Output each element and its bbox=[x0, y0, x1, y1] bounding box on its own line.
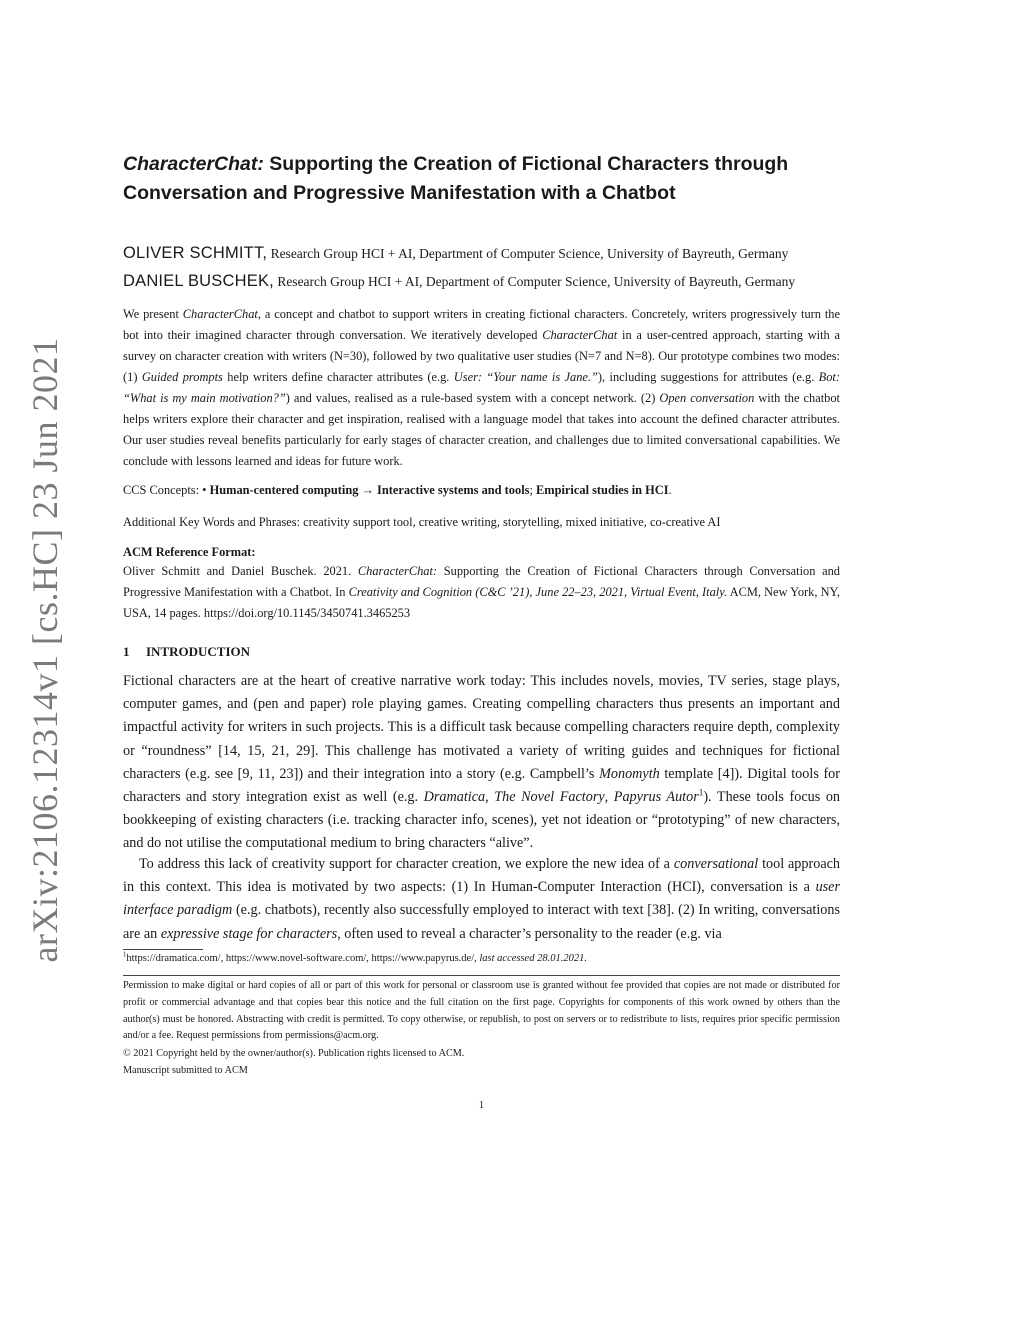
footnote-1: $^1$https://dramatica.com/, https://www.novel-software.com/, https://www.papyrus.de/, last accessed 28.01.2021. bbox=[123, 951, 587, 964]
author-1-name: OLIVER SCHMITT, bbox=[123, 244, 268, 262]
title-line2: Conversation and Progressive Manifestation with a Chatbot bbox=[123, 182, 676, 204]
title-line1: Supporting the Creation of Fictional Characters through bbox=[263, 153, 789, 175]
ccs-concepts: CCS Concepts: • Human-centered computing → Interactive systems and tools; Empirical studies in HCI. bbox=[123, 483, 672, 497]
acm-reference-body: Oliver Schmitt and Daniel Buschek. 2021. CharacterChat: Supporting the Creation of Fictional Characters through Conversation and Progressive Manifestation with a Chatbot. In Creativity and Cognition (C&C ’21), June 22–23, 2021, Virtual Event, Italy. ACM, New York, NY, USA, 14 pages. https://doi.org/10.1145/3450741.3465253 bbox=[123, 564, 840, 620]
paper-title bbox=[123, 150, 840, 208]
copyright-notice: © 2021 Copyright held by the owner/author(s). Publication rights licensed to ACM. bbox=[123, 1048, 465, 1059]
manuscript-note: Manuscript submitted to ACM bbox=[123, 1065, 248, 1076]
author-2-affiliation: Research Group HCI + AI, Department of Computer Science, University of Bayreuth, Germany bbox=[273, 274, 796, 289]
permission-divider bbox=[123, 975, 840, 976]
permission-notice: Permission to make digital or hard copies of all or part of this work for personal or classroom use is granted without fee provided that copies are not made or distributed for profit or commercial advantage and that copies bear this notice and the full citation on the first page. Copyrights for components of this work owned by others than the author(s) must be honored. Abstracting with credit is permitted. To copy otherwise, or republish, to post on servers or to redistribute to lists, requires prior specific permission and/or a fee. Request permissions from permissions@acm.org. bbox=[123, 980, 840, 1042]
author-2 bbox=[123, 271, 863, 292]
keywords: Additional Key Words and Phrases: creativity support tool, creative writing, storytelling, mixed initiative, co-creative AI bbox=[123, 515, 721, 529]
arxiv-identifier bbox=[25, 337, 65, 963]
author-1-affiliation: Research Group HCI + AI, Department of Computer Science, University of Bayreuth, Germany bbox=[267, 246, 789, 261]
author-1 bbox=[123, 243, 863, 264]
author-2-name: DANIEL BUSCHEK, bbox=[123, 272, 274, 290]
section-title: INTRODUCTION bbox=[146, 644, 251, 659]
page-number: 1 bbox=[478, 1100, 485, 1111]
arxiv-identifier-text: arXiv:2106.12314v1 [cs.HC] 23 Jun 2021 bbox=[25, 337, 65, 963]
acm-reference-heading: ACM Reference Format: bbox=[123, 545, 256, 559]
footnote-divider bbox=[123, 949, 203, 950]
abstract: We present CharacterChat, a concept and chatbot to support writers in creating fictional characters. Concretely, writers progressively turn the bot into their imagined character through conversation. We iteratively developed CharacterChat in a user-centred approach, starting with a survey on character creation with writers (N=30), followed by two qualitative user studies (N=7 and N=8). Our prototype combines two modes: (1) Guided prompts help writers define character attributes (e.g. User: “Your name is Jane.”), including suggestions for attributes (e.g. Bot: “What is my main motivation?”) and values, realised as a rule-based system with a concept network. (2) Open conversation with the chatbot helps writers explore their character and get inspiration, realised with a language model that takes into account the defined character attributes. Our user studies reveal benefits particularly for early stages of character creation, and challenges due to limited conversational capabilities. We conclude with lessons learned and ideas for future work. bbox=[123, 307, 841, 468]
title-system-name: CharacterChat: bbox=[123, 153, 264, 175]
section-heading-introduction bbox=[123, 642, 250, 662]
intro-paragraph-1: Fictional characters are at the heart of creative narrative work today: This includes novels, movies, TV series, stage plays, computer games, and (pen and paper) role playing games. Creating compelling characters thus presents an important and impactful activity for writers in such projects. This is a difficult task because compelling characters require depth, complexity or “roundness” [14, 15, 21, 29]. This challenge has motivated a variety of writing guides and techniques for fictional characters (e.g. see [9, 11, 23]) and their integration into a story (e.g. Campbell’s Monomyth template [4]). Digital tools for characters and story integration exist as well (e.g. Dramatica, The Novel Factory, Papyrus Autor$^1$). These tools focus on bookkeeping of existing characters (i.e. tracking character info, scenes), yet not ideation or “prototyping” of new characters, and do not utilise the computational medium to bring characters “alive”. bbox=[123, 673, 841, 852]
footnote-marker: 1 bbox=[698, 787, 704, 798]
section-number: 1 bbox=[123, 644, 130, 659]
intro-paragraph-2: To address this lack of creativity support for character creation, we explore the new idea of a conversational tool approach in this context. This idea is motivated by two aspects: (1) In Human-Computer Interaction (HCI), conversation is a user interface paradigm (e.g. chatbots), recently also successfully employed to interact with text [38]. (2) In writing, conversations are an expressive stage for characters, often used to reveal a character’s personality to the reader (e.g. via bbox=[123, 856, 841, 942]
